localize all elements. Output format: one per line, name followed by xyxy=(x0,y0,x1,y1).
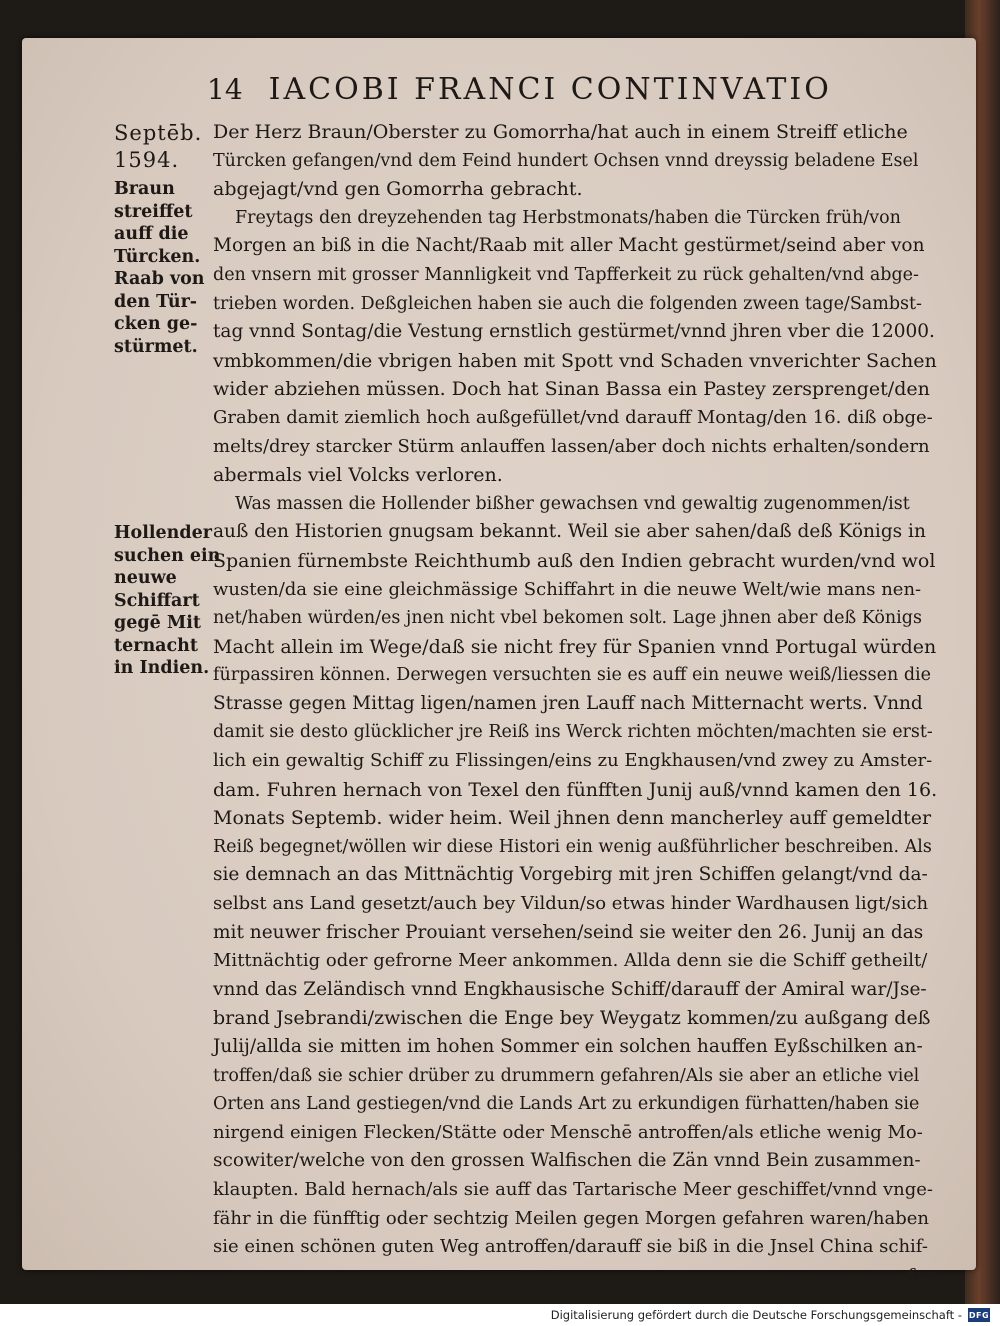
page-header xyxy=(207,72,857,112)
margin-note-line: in Indien. xyxy=(114,658,210,678)
text-line: vnnd das Zeländisch vnnd Engkhausische Schiff/darauff der Amiral war/Jse- xyxy=(213,978,927,1000)
text-line: tag vnnd Sontag/die Vestung ernstlich gestürmet/vnnd jhren vber die 12000. xyxy=(213,321,935,343)
margin-note-line: cken ge- xyxy=(114,314,198,334)
margin-note-line: Türcken. xyxy=(114,246,201,267)
text-line: net/haben würden/es jnen nicht vbel bekomen solt. Lage jhnen aber deß Königs xyxy=(213,608,922,629)
page-number: 14 xyxy=(207,73,243,106)
text-line: Mittnächtig oder gefrorne Meer ankommen. Allda denn sie die Schiff getheilt/ xyxy=(213,950,928,972)
text-line: fähr in die fünfftig oder sechtzig Meilen gegen Morgen gefahren waren/haben xyxy=(213,1207,929,1229)
text-line: Spanien fürnembste Reichthumb auß den Indien gebracht wurden/vnd wol xyxy=(213,549,936,572)
margin-note-line: gegē Mit xyxy=(114,613,201,633)
text-line: nirgend einigen Flecken/Stätte oder Menschē antroffen/als etliche wenig Mo- xyxy=(213,1121,923,1143)
margin-note-hollender xyxy=(114,522,224,680)
text-line: selbst ans Land gesetzt/auch bey Vildun/so etwas hinder Wardhausen ligt/sich xyxy=(213,893,929,915)
text-line: Monats Septemb. wider heim. Weil jhnen denn mancherley auff gemeldter xyxy=(213,807,932,830)
text-line: dam. Fuhren hernach von Texel den fünfften Junij auß/vnnd kamen den 16. xyxy=(213,778,938,801)
running-title: IACOBI FRANCI CONTINVATIO xyxy=(268,72,832,107)
text-line: klaupten. Bald hernach/als sie auff das Tartarische Meer geschiffet/vnnd vnge- xyxy=(213,1178,933,1200)
text-line: den vnsern mit grosser Mannligkeit vnd Tapfferkeit zu rück gehalten/vnd abge- xyxy=(213,264,919,285)
text-line: Julij/allda sie mitten im hohen Sommer ein solchen hauffen Eyßschilken an- xyxy=(213,1036,923,1057)
text-line: brand Jsebrandi/zwischen die Enge bey Weygatz kommen/zu außgang deß xyxy=(213,1007,931,1030)
margin-note-line: den Tür- xyxy=(114,291,198,312)
margin-note-date xyxy=(114,120,224,174)
text-line: auß den Historien gnugsam bekannt. Weil sie aber sahen/daß deß Königs in xyxy=(213,521,926,543)
text-line: abermals viel Volcks verloren. xyxy=(213,464,503,487)
text-line: Macht allein im Wege/daß sie nicht frey für Spanien vnnd Portugal würden xyxy=(213,635,937,658)
margin-note-line: Raab von xyxy=(114,269,205,289)
text-line: Was massen die Hollender bißher gewachsen vnd gewaltig zugenommen/ist xyxy=(235,493,910,514)
margin-note-line: neuwe xyxy=(114,568,177,588)
footer-credit: Digitalisierung gefördert durch die Deutsche Forschungsgemeinschaft - xyxy=(550,1308,962,1322)
text-line: Graben damit ziemlich hoch außgefüllet/vnd darauff Montag/den 16. diß obge- xyxy=(213,406,933,428)
text-line: melts/drey starcker Stürm anlauffen lassen/aber doch nichts erhalten/sondern xyxy=(213,435,930,457)
margin-note-line: streiffet xyxy=(114,201,193,222)
text-line: Türcken gefangen/vnd dem Feind hundert Ochsen vnnd dreyssig beladene Esel xyxy=(213,150,919,171)
margin-note-line: Braun xyxy=(114,179,175,199)
text-line: fürpassiren können. Derwegen versuchten sie es auff ein neuwe weiß/liessen die xyxy=(213,665,931,686)
text-line: damit sie desto glücklicher jre Reiß ins Werck richten möchten/machten sie erst- xyxy=(213,722,933,743)
text-line: wider abziehen müssen. Doch hat Sinan Bassa ein Pastey zersprenget/den xyxy=(213,378,930,401)
text-line: wusten/da sie eine gleichmässige Schiffahrt in die neuwe Welt/wie mans nen- xyxy=(213,578,922,600)
footer-bar xyxy=(0,1304,1000,1326)
text-line: Orten ans Land gestiegen/vnd die Lands Art zu erkundigen fürhatten/haben sie xyxy=(213,1094,920,1115)
dfg-logo: DFG xyxy=(968,1308,990,1322)
text-line: trieben worden. Deßgleichen haben sie auch die folgenden zween tage/Sambst- xyxy=(213,293,922,314)
margin-note-line: ternacht xyxy=(114,635,198,656)
margin-note-line: Hollender xyxy=(114,523,212,543)
margin-note-line: suchen ein xyxy=(114,545,221,566)
text-line: vmbkommen/die vbrigen haben mit Spott vnd Schaden vnverichter Sachen xyxy=(213,349,937,372)
text-line: abgejagt/vnd gen Gomorrha gebracht. xyxy=(213,178,583,201)
book-page xyxy=(22,38,976,1287)
text-line: troffen/daß sie schier drüber zu drummern gefahren/Als sie aber an etliche viel xyxy=(213,1065,920,1086)
body-text xyxy=(213,118,938,1290)
margin-note-line: 1594. xyxy=(114,148,180,172)
text-line: sie einen schönen guten Weg antroffen/darauff sie biß in die Jnsel China schif- xyxy=(213,1236,928,1258)
text-line: Morgen an biß in die Nacht/Raab mit aller Macht gestürmet/seind aber von xyxy=(213,235,925,257)
margin-note-line: Schiffart xyxy=(114,590,200,611)
margin-note-line: Septēb. xyxy=(114,121,203,145)
text-line: Freytags den dreyzehenden tag Herbstmonats/haben die Türcken früh/von xyxy=(235,207,901,228)
text-line: sie demnach an das Mittnächtig Vorgebirg mit jren Schiffen gelangt/vnd da- xyxy=(213,864,928,886)
text-line: lich ein gewaltig Schiff zu Flissingen/eins zu Engkhausen/vnd zwey zu Amster- xyxy=(213,750,933,772)
text-line: fen xyxy=(907,1264,938,1287)
text-line: Strasse gegen Mittag ligen/namen jren Lauff nach Mitternacht werts. Vnnd xyxy=(213,692,923,714)
text-line: Reiß begegnet/wöllen wir diese Histori ein wenig außführlicher beschreiben. Als xyxy=(213,836,932,857)
margin-note-line: stürmet. xyxy=(114,336,198,357)
margin-note-line: auff die xyxy=(114,224,189,244)
text-line: scowiter/welche von den grossen Walfischen die Zän vnnd Bein zusammen- xyxy=(213,1150,921,1172)
margin-note-braun xyxy=(114,178,224,358)
text-line: Der Herz Braun/Oberster zu Gomorrha/hat auch in einem Streiff etliche xyxy=(213,121,908,143)
text-line: mit neuwer frischer Prouiant versehen/seind sie weiter den 26. Junij an das xyxy=(213,921,924,943)
